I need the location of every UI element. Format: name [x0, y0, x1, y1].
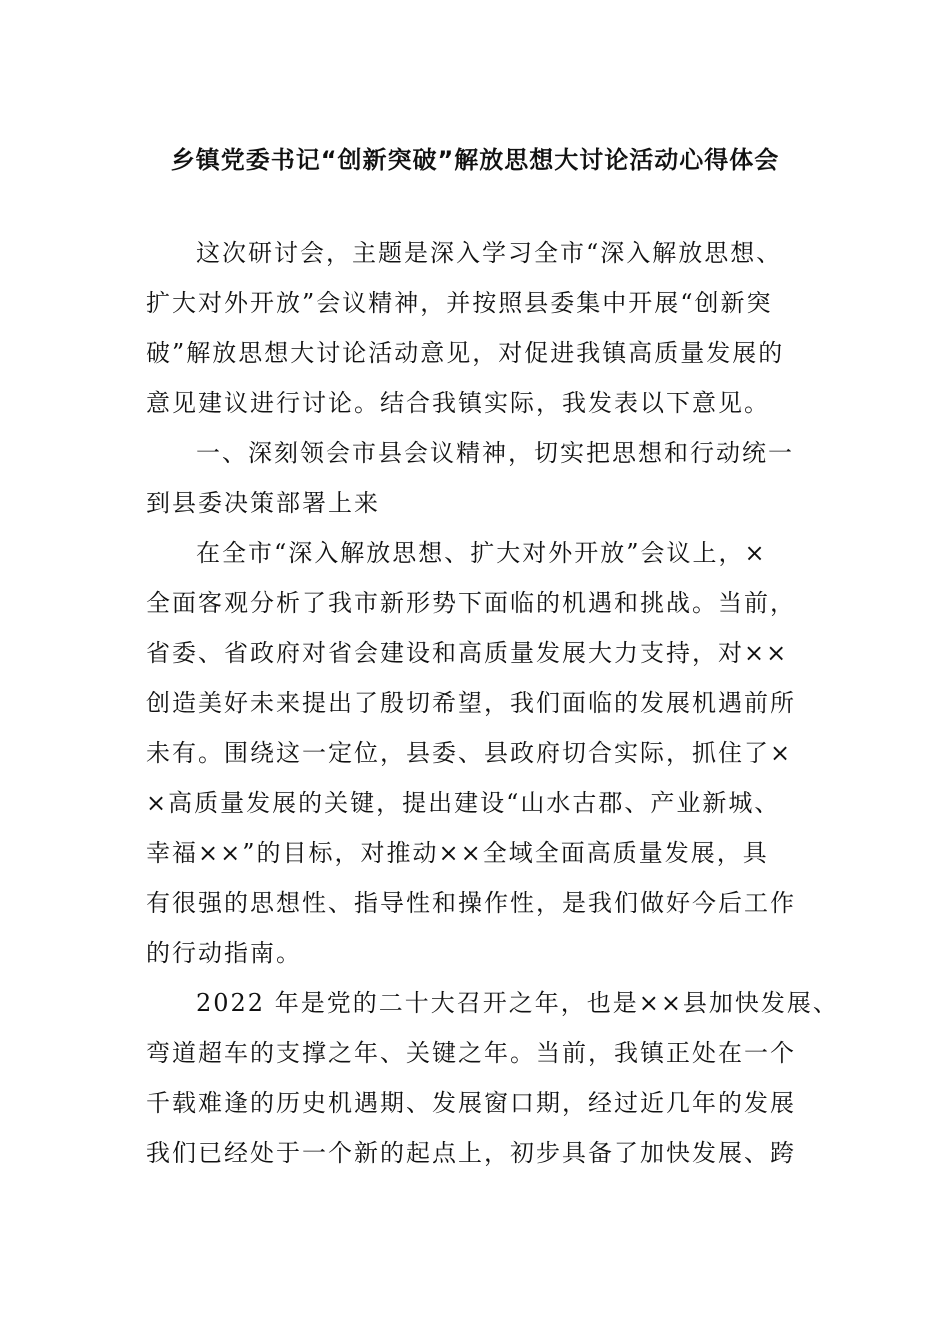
paragraph-line: 有很强的思想性、指导性和操作性，是我们做好今后工作: [146, 889, 796, 917]
paragraph-line: 千载难逢的历史机遇期、发展窗口期，经过近几年的发展: [146, 1089, 796, 1117]
document-body: [146, 228, 839, 1178]
paragraph-line: 幸福××”的目标，对推动××全域全面高质量发展，具: [146, 839, 769, 867]
paragraph-line: 我们已经处于一个新的起点上，初步具备了加快发展、跨: [146, 1139, 796, 1167]
paragraph-line: 省委、省政府对省会建设和高质量发展大力支持，对××: [146, 639, 789, 667]
paragraph-line: ×高质量发展的关键，提出建设“山水古郡、产业新城、: [146, 789, 781, 817]
paragraph-line: 创造美好未来提出了殷切希望，我们面临的发展机遇前所: [146, 689, 796, 717]
paragraph-line: 弯道超车的支撑之年、关键之年。当前，我镇正处在一个: [146, 1039, 796, 1067]
section-heading-line: 到县委决策部署上来: [146, 489, 380, 517]
document-title: 乡镇党委书记“创新突破”解放思想大讨论活动心得体会: [170, 146, 780, 174]
paragraph-line: 在全市“深入解放思想、扩大对外开放”会议上，×: [196, 539, 767, 567]
paragraph-line: 2022 年是党的二十大召开之年，也是××县加快发展、: [196, 989, 839, 1017]
paragraph-line: 意见建议进行讨论。结合我镇实际，我发表以下意见。: [146, 389, 770, 417]
section-heading-line: 一、深刻领会市县会议精神，切实把思想和行动统一: [196, 439, 794, 467]
paragraph-line: 破”解放思想大讨论活动意见，对促进我镇高质量发展的: [146, 339, 785, 367]
paragraph-line: 扩大对外开放”会议精神，并按照县委集中开展“创新突: [146, 289, 773, 317]
paragraph-line: 未有。围绕这一定位，县委、县政府切合实际，抓住了×: [146, 739, 793, 767]
paragraph-line: 的行动指南。: [146, 939, 302, 967]
paragraph-line: 这次研讨会，主题是深入学习全市“深入解放思想、: [196, 239, 783, 267]
paragraph-line: 全面客观分析了我市新形势下面临的机遇和挑战。当前，: [146, 589, 796, 617]
